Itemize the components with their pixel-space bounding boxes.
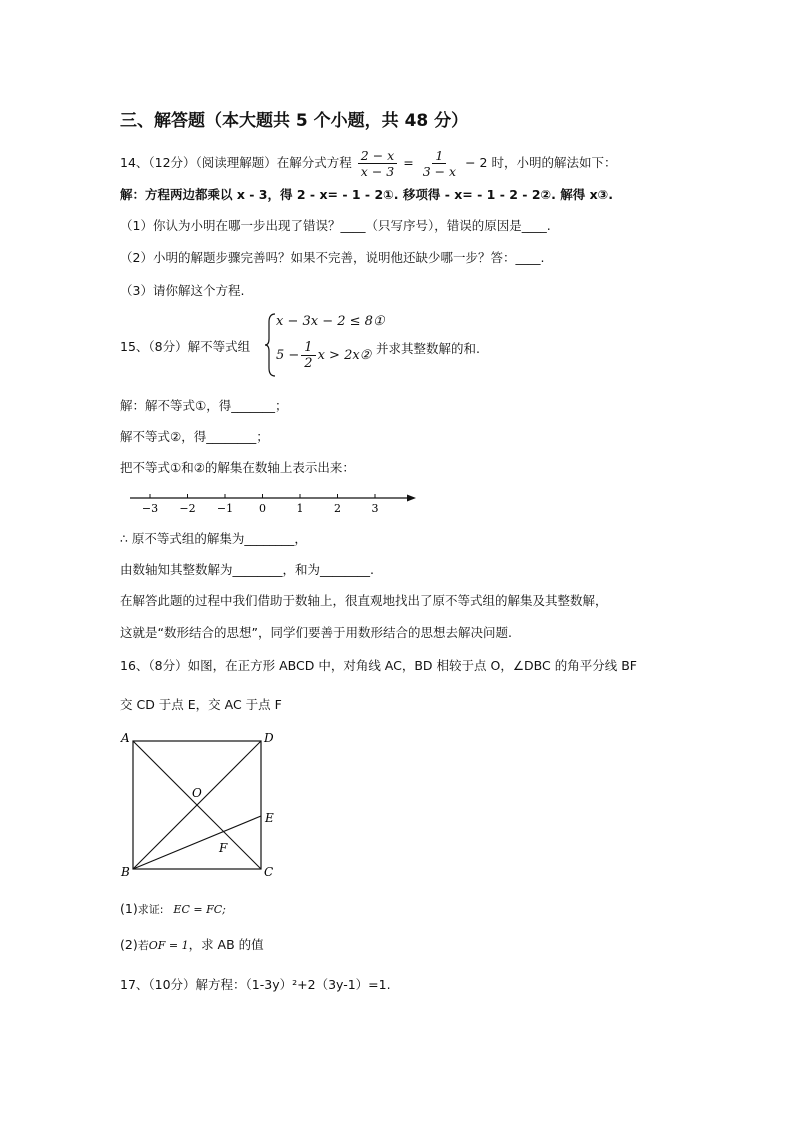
q15-inequality-1: x − 3x − 2 ≤ 8① — [276, 314, 385, 329]
q14-stem: 14、（12分）（阅读理解题）在解分式方程 $\frac{2 - x}{x - 3}$ = $\frac{1}{3 - x}$ − 2 时，小明的解法如下： — [120, 148, 617, 179]
q15-inequality-2: 5 − $\frac{1}{2}$ x > 2x② — [276, 340, 372, 371]
label-f: F — [219, 841, 228, 855]
section-title: 三、解答题（本大题共 5 个小题，共 48 分） — [120, 111, 469, 131]
q14-solution: 解：方程两边都乘以 x - 3，得 2 - x= - 1 - 2①. 移项得 - x= - 1 - 2 - 2②. 解得 x③. — [120, 187, 613, 202]
label-b: B — [121, 865, 130, 878]
number-line-tick-label: −2 — [179, 502, 196, 515]
q16-line-1: 16、（8分）如图，在正方形 ABCD 中，对角线 AC，BD 相较于点 O，∠DBC 的角平分线 BF — [120, 658, 637, 673]
q16-part1: (1)求证: EC = FC; — [120, 901, 226, 916]
number-line-tick-label: −1 — [216, 502, 234, 515]
q17: 17、（10分）解方程：（1-3y）²+2（3y-1）=1. — [120, 977, 391, 992]
label-d: D — [264, 731, 274, 745]
label-e: E — [265, 811, 274, 825]
number-line — [120, 488, 420, 516]
square-figure — [118, 728, 288, 878]
q15-remark-2: 这就是“数形结合的思想”，同学们要善于用数形结合的思想去解决问题. — [120, 625, 512, 640]
q14-tail: − 2 时，小明的解法如下： — [465, 155, 617, 170]
number-line-tick-label: 2 — [334, 502, 341, 515]
q14-part2: （2）小明的解题步骤完善吗？如果不完善，说明他还缺少哪一步？答：____. — [120, 250, 545, 265]
number-line-tick-label: −3 — [141, 502, 159, 515]
q14-label: 14、（12分）（阅读理解题）在解分式方程 — [120, 155, 352, 170]
q15-remark-1: 在解答此题的过程中我们借助于数轴上，很直观地找出了原不等式组的解集及其整数解， — [120, 593, 608, 608]
q15-step4: ∴ 原不等式组的解集为________， — [120, 531, 307, 546]
q14-fraction-1: $\frac{2 - x}{x - 3}$ — [358, 148, 397, 179]
q15-step2: 解不等式②，得________； — [120, 429, 269, 444]
label-c: C — [264, 865, 274, 878]
q14-part1: （1）你认为小明在哪一步出现了错误？____（只写序号），错误的原因是____. — [120, 218, 551, 233]
q15-tail: 并求其整数解的和. — [376, 341, 480, 356]
q14-fraction-2: $\frac{1}{3 - x}$ — [422, 148, 457, 179]
number-line-tick-label: 0 — [259, 502, 266, 515]
label-a: A — [121, 731, 130, 745]
number-line-tick-label: 3 — [371, 502, 379, 515]
q15-step5: 由数轴知其整数解为________，和为________. — [120, 562, 374, 577]
label-o: O — [192, 786, 202, 800]
q14-part3: （3）请你解这个方程. — [120, 283, 245, 298]
bisector-be — [133, 816, 261, 869]
number-line-tick-label: 1 — [296, 502, 304, 515]
q16-line-2: 交 CD 于点 E，交 AC 于点 F — [120, 697, 282, 712]
q15-step3: 把不等式①和②的解集在数轴上表示出来： — [120, 460, 355, 475]
number-line-arrow — [407, 495, 416, 502]
q15-label: 15、（8分）解不等式组 — [120, 339, 251, 354]
q15-step1: 解：解不等式①，得_______； — [120, 398, 288, 413]
q16-part2: (2)若OF = 1，求 AB 的值 — [120, 937, 264, 952]
